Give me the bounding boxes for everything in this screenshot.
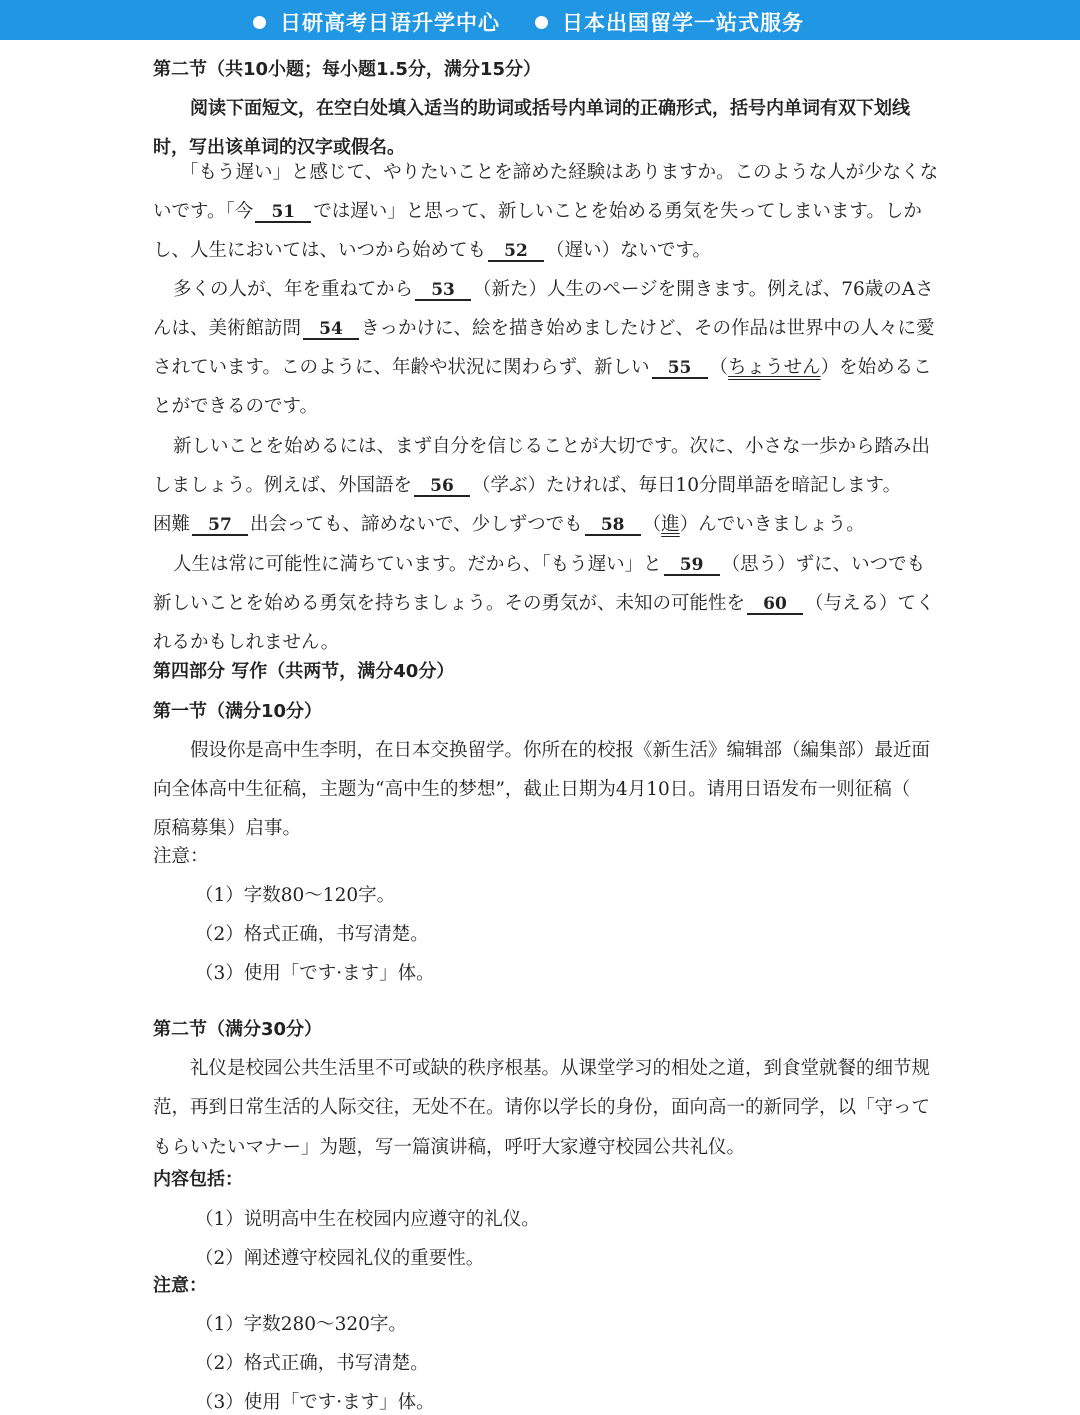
banner-left: 日研高考日语升学中心 (253, 7, 500, 37)
passage-p1-line-1: 「もう遅い」と感じて、やりたいことを諦めた経験はありますか。このような人が少なくな (180, 162, 939, 183)
section2-note-2: （2）格式正确，书写清楚。 (195, 1353, 429, 1374)
blank-58[interactable]: 58 (585, 516, 641, 536)
section1-note-1: （1）字数80～120字。 (195, 885, 396, 906)
part4-section1-heading: 第一节（满分10分） (153, 701, 323, 722)
section2-prompt-line-3: もらいたいマナー」为题，写一篇演讲稿，呼吁大家遵守校园公共礼仪。 (153, 1137, 746, 1158)
passage-p4-line-3: れるかもしれません。 (153, 632, 340, 653)
passage-p4-line-2: 新しいことを始める勇気を持ちましょう。その勇気が、未知の可能性を 60 （与える）てく (153, 593, 935, 614)
passage-p2-line-3: されています。このように、年齢や状況に関わらず、新しい 55 （ちょうせん）を始めるこ (153, 357, 932, 378)
blank-59[interactable]: 59 (664, 556, 720, 576)
section2-note-3: （3）使用「です·ます」体。 (195, 1392, 435, 1413)
content-item-2: （2）阐述遵守校园礼仪的重要性。 (195, 1248, 485, 1269)
section1-note-label: 注意： (153, 846, 209, 867)
section1-prompt-line-3: 原稿募集）启事。 (153, 818, 302, 839)
banner-right: 日本出国留学一站式服务 (535, 7, 804, 37)
section2-prompt-line-2: 范，再到日常生活的人际交往，无处不在。请你以学长的身份，面向高一的新同学，以「守って (153, 1097, 931, 1118)
blank-54[interactable]: 54 (303, 320, 359, 340)
content-item-1: （1）说明高中生在校园内应遵守的礼仪。 (195, 1209, 540, 1230)
passage-p1-line-2: いです。「今 51 では遅い」と思って、新しいことを始める勇気を失ってしまいます。しか (153, 201, 922, 222)
double-underlined-word: 進 (661, 514, 680, 535)
passage-p4-line-1: 人生は常に可能性に満ちています。だから、「もう遅い」と 59 （思う）ずに、いつでも (173, 554, 926, 575)
passage-p2-line-4: とができるのです。 (153, 396, 319, 417)
section2-note-1: （1）字数280～320字。 (195, 1314, 407, 1335)
section2-prompt-line-1: 礼仪是校园公共生活里不可或缺的秩序根基。从课堂学习的相处之道，到食堂就餐的细节规 (190, 1058, 931, 1079)
passage-p1-line-3: し、人生においては、いつから始めても 52 （遅い）ないです。 (153, 240, 712, 261)
passage-p3-line-2: しましょう。例えば、外国語を 56 （学ぶ）たければ、毎日10分間単語を暗記します。 (153, 475, 902, 496)
blank-53[interactable]: 53 (415, 281, 471, 301)
blank-55[interactable]: 55 (652, 359, 708, 379)
double-underlined-word: ちょうせん (728, 357, 821, 378)
section1-note-3: （3）使用「です·ます」体。 (195, 963, 435, 984)
blank-56[interactable]: 56 (414, 477, 470, 497)
section2-note-label: 注意： (153, 1275, 207, 1296)
instruction-line-1: 阅读下面短文，在空白处填入适当的助词或括号内单词的正确形式，括号内单词有双下划线 (190, 98, 910, 119)
passage-p3-line-3: 困難 57 出会っても、諦めないで、少しずつでも 58 （進）んでいきましょう。 (153, 514, 865, 535)
blank-52[interactable]: 52 (488, 242, 544, 262)
blank-57[interactable]: 57 (192, 516, 248, 536)
passage-p2-line-2: んは、美術館訪問 54 きっかけに、絵を描き始めましたけど、その作品は世界中の人々に愛 (153, 318, 935, 339)
blank-51[interactable]: 51 (255, 203, 311, 223)
passage-p3-line-1: 新しいことを始めるには、まず自分を信じることが大切です。次に、小さな一歩から踏み出 (173, 436, 931, 457)
blank-60[interactable]: 60 (747, 595, 803, 615)
content-label: 内容包括： (153, 1169, 243, 1190)
section1-prompt-line-2: 向全体高中生征稿，主题为“高中生的梦想”，截止日期为4月10日。请用日语发布一则征稿（ (153, 779, 911, 800)
section1-prompt-line-1: 假设你是高中生李明，在日本交换留学。你所在的校报《新生活》编辑部（編集部）最近面 (190, 740, 931, 761)
section1-note-2: （2）格式正确，书写清楚。 (195, 924, 429, 945)
part4-heading: 第四部分 写作（共两节，满分40分） (153, 661, 455, 682)
section2-heading: 第二节（共10小题；每小题1.5分，满分15分） (153, 59, 541, 80)
part4-section2-heading: 第二节（满分30分） (153, 1019, 323, 1040)
instruction-line-2: 时，写出该单词的汉字或假名。 (153, 137, 405, 158)
passage-p2-line-1: 多くの人が、年を重ねてから 53 （新た）人生のページを開きます。例えば、76歳のAさ (173, 279, 934, 300)
